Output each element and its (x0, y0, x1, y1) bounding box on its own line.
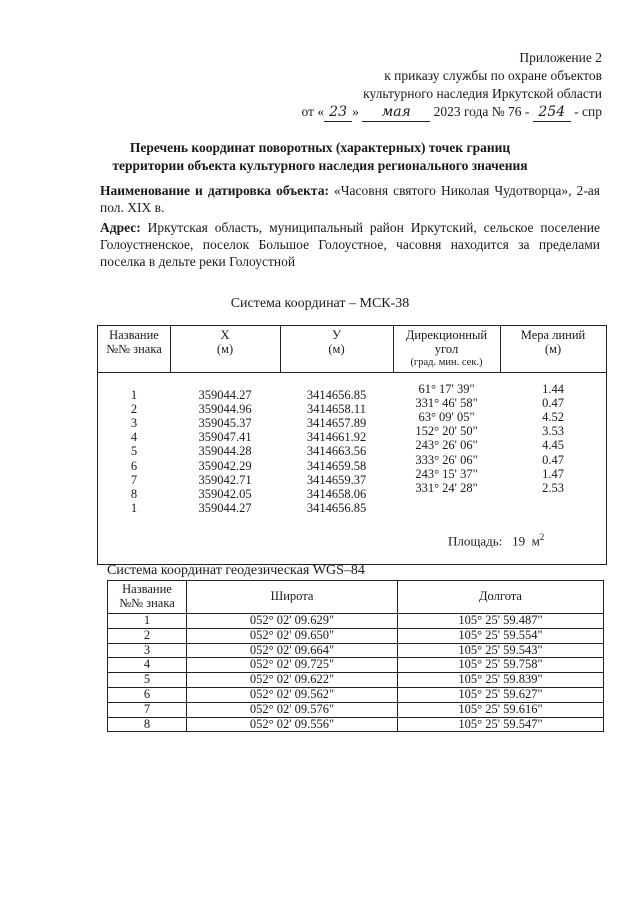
wgs-cell-lon: 105° 25' 59.554" (398, 628, 604, 643)
wgs-cell-lon: 105° 25' 59.616" (398, 702, 604, 717)
address-value: Иркутская область, муниципальный район Иркутский, сельское поселение Голоустненское, поселок Большое Голоустное, часовня находится за пределами поселка в дельте реки Голоустной (100, 220, 601, 269)
wgs-cell-n: 7 (108, 702, 187, 717)
table-row (108, 702, 604, 717)
wgs-coordinates-table (107, 580, 604, 732)
wgs-cell-lat: 052° 02' 09.556" (187, 717, 398, 732)
wgs-cell-lat: 052° 02' 09.629" (187, 614, 398, 629)
table-row (108, 628, 604, 643)
msk-caption: Система координат – МСК-38 (230, 296, 410, 311)
page-title-line-2: территории объекта культурного наследия регионального значения (112, 158, 528, 173)
msk-cell-x: 359042.29 (198, 458, 252, 473)
wgs-cell-n: 4 (108, 658, 187, 673)
msk-cell-angle: 243° 15' 37" (415, 466, 478, 481)
wgs-cell-lat: 052° 02' 09.622" (187, 673, 398, 688)
table-row (108, 658, 604, 673)
wgs-cell-lat: 052° 02' 09.650" (187, 628, 398, 643)
wgs-cell-n: 1 (108, 614, 187, 629)
msk-cell-angle: 63° 09' 05" (418, 410, 475, 425)
msk-header-length: Мера линий (м) (520, 328, 586, 356)
msk-cell-x: 359042.71 (198, 472, 252, 487)
msk-header-x: X (м) (216, 328, 234, 356)
order-date-line (301, 103, 602, 122)
wgs-cell-n: 5 (108, 673, 187, 688)
handwritten-month: мая (362, 104, 430, 122)
msk-cell-angle: 152° 20' 50" (415, 424, 478, 439)
msk-cell-len: 4.45 (542, 438, 564, 453)
date-prefix: от « (301, 104, 325, 119)
wgs-cell-lon: 105° 25' 59.547" (398, 717, 604, 732)
msk-cell-n: 1 (130, 388, 138, 402)
wgs-caption: Система координат геодезическая WGS–84 (107, 563, 365, 578)
msk-cell-angle: 243° 26' 06" (415, 438, 478, 453)
msk-cell-len: 2.53 (542, 480, 564, 495)
wgs-cell-n: 3 (108, 643, 187, 658)
msk-cell-angle: 331° 24' 28" (415, 480, 478, 495)
msk-cell-len: 0.47 (542, 396, 564, 411)
msk-cell-y: 3414659.37 (306, 472, 367, 487)
date-mid: » (352, 104, 359, 119)
msk-cell-n: 3 (130, 416, 138, 431)
msk-cell-x: 359044.96 (198, 402, 252, 417)
msk-cell-n: 7 (130, 472, 138, 487)
msk-cell-n: 4 (130, 430, 138, 445)
msk-cell-x: 359042.05 (198, 486, 252, 501)
wgs-cell-lat: 052° 02' 09.725" (187, 658, 398, 673)
msk-cell-y: 3414658.11 (307, 402, 366, 417)
msk-cell-angle: 61° 17' 39" (418, 382, 475, 396)
msk-cell-n: 6 (130, 458, 138, 473)
address-label: Адрес: (100, 220, 141, 235)
msk-cell-y: 3414663.56 (306, 444, 367, 459)
msk-cell-angle: 333° 26' 06" (415, 452, 478, 467)
msk-cell-x: 359045.37 (198, 416, 252, 431)
page-title-line-1: Перечень координат поворотных (характерных) точек границ (129, 140, 511, 155)
order-line: к приказу службы по охране объектов (384, 68, 602, 83)
msk-cell-angle: 331° 46' 58" (415, 396, 478, 411)
msk-header-y: У (м) (328, 328, 345, 356)
msk-cell-n: 1 (130, 500, 138, 515)
wgs-cell-lon: 105° 25' 59.627" (398, 687, 604, 702)
msk-cell-x: 359044.27 (198, 500, 252, 515)
msk-cell-len: 1.44 (542, 382, 564, 396)
object-name (100, 182, 600, 216)
msk-cell-y: 3414656.85 (306, 388, 367, 402)
msk-cell-n: 2 (130, 402, 138, 417)
region-line: культурного наследия Иркутской области (363, 86, 602, 101)
wgs-header-name: Название №№ знака (108, 581, 187, 614)
msk-cell-y: 3414657.89 (306, 416, 367, 431)
wgs-cell-n: 2 (108, 628, 187, 643)
wgs-header-longitude: Долгота (398, 581, 604, 614)
wgs-header-row (108, 581, 604, 614)
msk-cell-len: 3.53 (542, 424, 564, 439)
area-value: Площадь: 19 $м^2$ (448, 532, 545, 549)
object-address (100, 219, 600, 270)
table-row (108, 673, 604, 688)
msk-cell-n: 5 (130, 444, 138, 459)
number-suffix: - спр (574, 104, 602, 119)
msk-cell-y: 3414656.85 (306, 500, 367, 515)
msk-coordinates-table (97, 325, 607, 565)
msk-cell-len: 4.52 (542, 410, 564, 425)
handwritten-day: 23 (324, 104, 352, 122)
wgs-cell-lon: 105° 25' 59.758" (398, 658, 604, 673)
appendix-label: Приложение 2 (519, 50, 602, 65)
wgs-cell-lat: 052° 02' 09.664" (187, 643, 398, 658)
table-row (108, 643, 604, 658)
wgs-cell-n: 8 (108, 717, 187, 732)
wgs-header-latitude: Широта (187, 581, 398, 614)
handwritten-number: 254 (533, 104, 571, 122)
msk-cell-x: 359047.41 (198, 430, 252, 445)
msk-cell-len: 0.47 (542, 452, 564, 467)
table-row (108, 687, 604, 702)
wgs-cell-n: 6 (108, 687, 187, 702)
msk-cell-x: 359044.28 (198, 444, 252, 459)
msk-cell-x: 359044.27 (198, 388, 252, 402)
object-name-value: «Часовня святого Николая Чудотворца», 2-ая пол. XIX в. (100, 183, 600, 215)
msk-cell-y: 3414659.58 (306, 458, 367, 473)
table-row (108, 717, 604, 732)
date-suffix: 2023 года № 76 - (433, 104, 530, 119)
wgs-cell-lat: 052° 02' 09.576" (187, 702, 398, 717)
msk-cell-y: 3414658.06 (306, 486, 367, 501)
wgs-cell-lon: 105° 25' 59.487" (398, 614, 604, 629)
msk-cell-y: 3414661.92 (306, 430, 367, 445)
msk-header-name: Название №№ знака (106, 328, 162, 356)
msk-cell-n: 8 (130, 486, 138, 501)
wgs-cell-lon: 105° 25' 59.839" (398, 673, 604, 688)
object-name-label: Наименование и датировка объекта: (100, 183, 329, 198)
msk-header-direction: Дирекционный угол (град. мин. сек.) (405, 328, 488, 368)
wgs-cell-lon: 105° 25' 59.543" (398, 643, 604, 658)
msk-cell-len: 1.47 (542, 466, 564, 481)
table-row (108, 614, 604, 629)
wgs-cell-lat: 052° 02' 09.562" (187, 687, 398, 702)
